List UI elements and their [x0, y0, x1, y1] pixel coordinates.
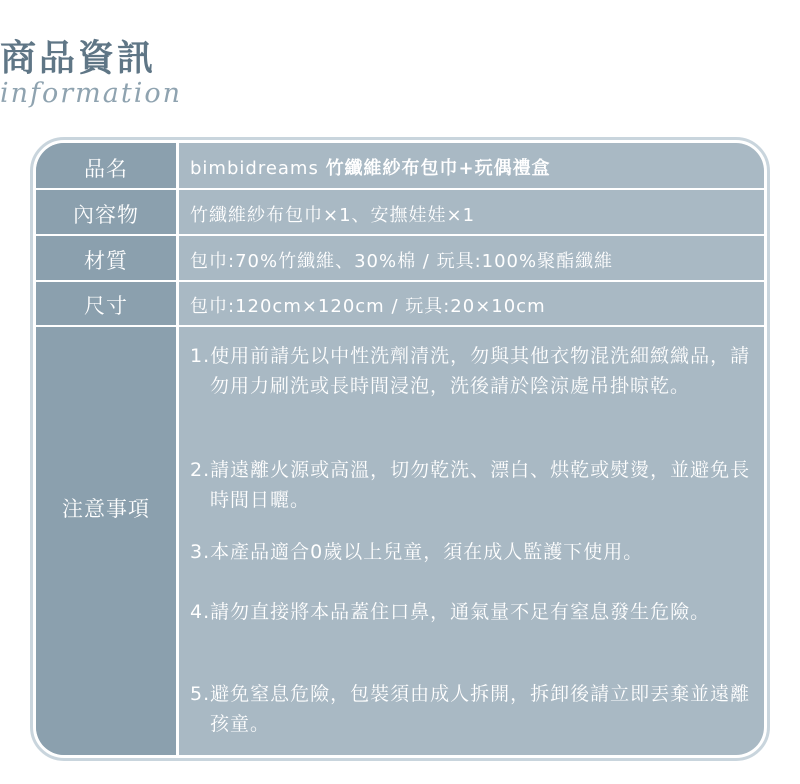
row-label-size: 尺寸 — [84, 294, 128, 318]
note-item: 5.避免窒息危險，包裝須由成人拆開，拆卸後請立即丟棄並遠離孩童。 — [190, 683, 751, 735]
row-value-contents: 竹纖維紗布包巾×1、安撫娃娃×1 — [190, 205, 476, 226]
row-label-contents: 內容物 — [73, 203, 139, 227]
note-item: 1.使用前請先以中性洗劑清洗，勿與其他衣物混洗細緻織品，請勿用力刷洗或長時間浸泡，洗後請於陰涼處吊掛晾乾。 — [190, 345, 751, 397]
row-value-name — [190, 154, 551, 180]
product-name-text: 竹纖維紗布包巾+玩偶禮盒 — [325, 158, 551, 179]
row-value-material: 包巾:70%竹纖維、30%棉 / 玩具:100%聚酯纖維 — [190, 251, 614, 272]
row-label-name: 品名 — [84, 157, 128, 181]
page-subtitle: information — [0, 78, 183, 109]
row-label-material: 材質 — [84, 249, 128, 273]
row-divider — [36, 280, 764, 282]
note-item: 4.請勿直接將本品蓋住口鼻，通氣量不足有窒息發生危險。 — [190, 601, 711, 623]
brand-text: bimbidreams — [190, 158, 326, 179]
row-divider — [36, 188, 764, 190]
row-divider — [36, 325, 764, 327]
row-divider — [36, 234, 764, 236]
row-label-notes: 注意事項 — [62, 497, 150, 521]
note-item: 3.本產品適合0歲以上兒童，須在成人監護下使用。 — [190, 541, 644, 563]
note-item: 2.請遠離火源或高溫，切勿乾洗、漂白、烘乾或熨燙，並避免長時間日曬。 — [190, 459, 751, 511]
page-title: 商品資訊 — [0, 38, 157, 79]
product-info-table — [36, 143, 764, 755]
row-value-size: 包巾:120cm×120cm / 玩具:20×10cm — [190, 296, 546, 317]
